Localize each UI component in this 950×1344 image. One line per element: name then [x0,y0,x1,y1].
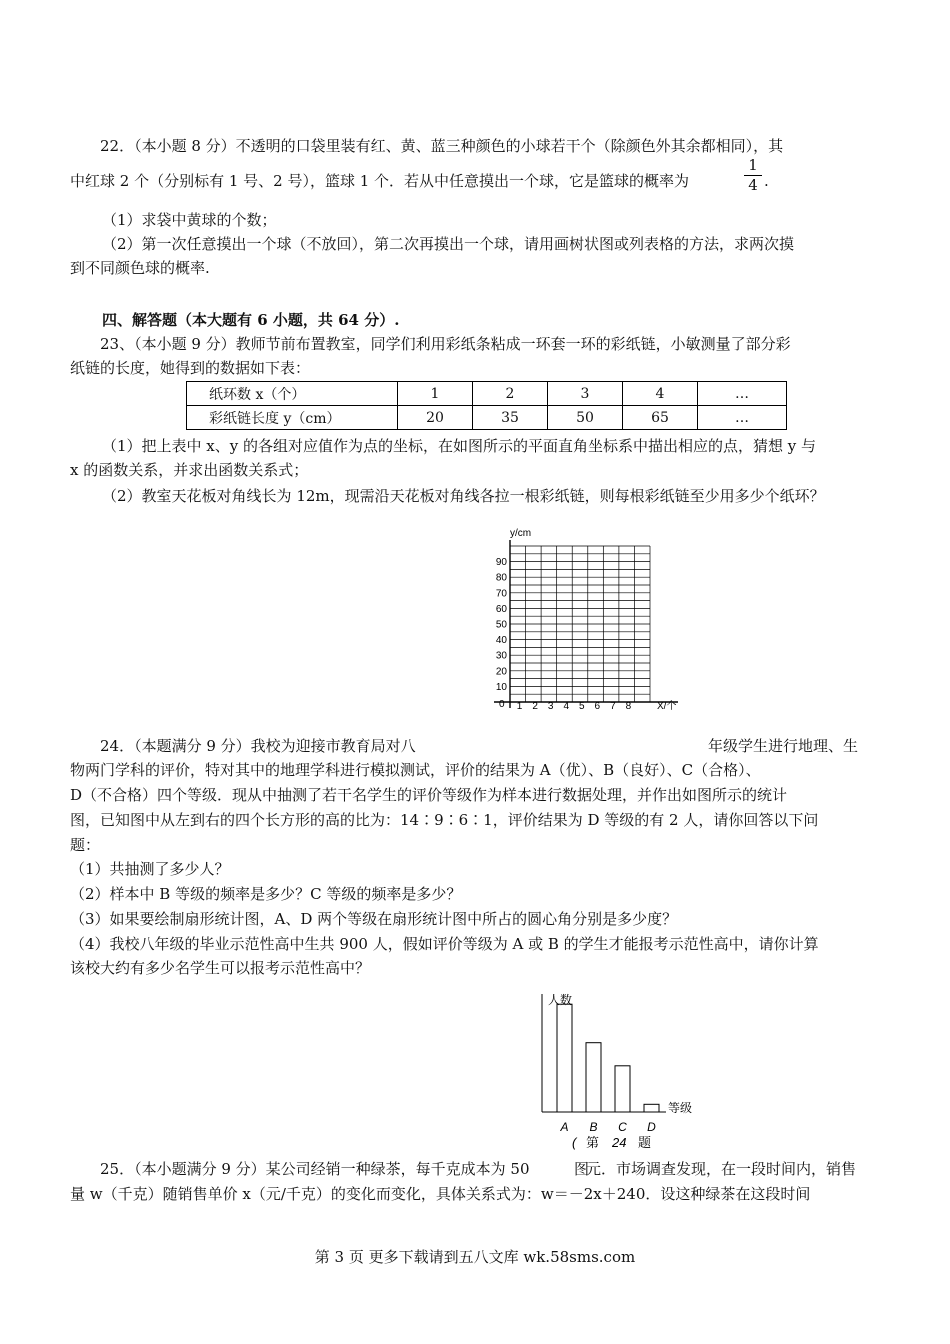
grid-x-tick-label: 7 [610,701,616,712]
caption-ti: 题 [638,1135,652,1150]
bar-A [557,1004,572,1112]
grid-x-tick-label: 8 [625,701,632,712]
grid-y-tick-label: 80 [495,572,507,584]
grid-y-tick-label: 50 [495,619,507,631]
q22-line1: 22．（本小题 8 分）不透明的口袋里装有红、黄、蓝三种颜色的小球若干个（除颜色外其余都相同），其 [100,137,784,155]
table-cell: 4 [623,382,698,406]
bar-B [586,1043,601,1112]
grid-x-tick-label: 6 [594,701,601,712]
bar-category-label: A [560,1120,569,1134]
q24-line1a: 24．（本题满分 9 分）我校为迎接市教育局对八 [100,737,416,755]
grid-origin-label: 0 [499,699,505,710]
grid-x-tick-label: 4 [563,701,570,712]
q25-line2: 量 w（千克）随销售单价 x（元/千克）的变化而变化，具体关系式为：w＝－2x＋240．设这种绿茶在这段时间 [70,1185,811,1203]
caption-number: 24 [612,1135,627,1150]
table-cell: 3 [548,382,623,406]
bar-chart [520,984,720,1156]
q25-overlap-char: 图 [574,1160,590,1178]
fraction-numerator: 1 [748,156,758,174]
q22-line2: 中红球 2 个（分别标有 1 号、2 号），篮球 1 个．若从中任意摸出一个球，它是篮球的概率为 [70,172,690,190]
q22-line2-end: . [764,172,769,190]
table-cell: 20 [398,406,473,430]
grid-y-tick-label: 40 [495,635,507,647]
q24-line3: D（不合格）四个等级．现从中抽测了若干名学生的评价等级作为样本进行数据处理，并作出如图所示的统计 [70,786,788,804]
caption-di: 第 [586,1135,600,1150]
grid-y-tick-label: 10 [495,681,507,693]
bar-category-label: B [589,1120,598,1134]
grid-y-tick-label: 70 [495,588,507,600]
table-cell: … [698,406,787,430]
grid-x-tick-label: 5 [578,701,585,712]
row-label-rings: 纸环数 x（个） [187,382,398,406]
grid-x-axis-label: X/个 [657,701,677,712]
bar-chart-xlabel: 等级 [668,1101,693,1115]
grid-y-tick-label: 20 [495,666,507,678]
section-heading: 四、解答题（本大题有 6 小题，共 64 分）. [102,311,400,329]
q24-line4: 图，已知图中从左到右的四个长方形的高的比为：14∶9∶6∶1，评价结果为 D 等级的有 2 人，请你回答以下问 [70,811,819,829]
q24-part1: （1）共抽测了多少人？ [70,860,230,878]
q22-part1: （1）求袋中黄球的个数； [102,211,277,229]
q23-line2: 纸链的长度，她得到的数据如下表： [70,359,311,377]
q24-part3: （3）如果要绘制扇形统计图，A、D 两个等级在扇形统计图中所占的圆心角分别是多少度？ [70,910,678,928]
q25-line1b: 元．市场调查发现，在一段时间内，销售 [586,1160,857,1178]
q24-line2: 物两门学科的评价，特对其中的地理学科进行模拟测试，评价的结果为 A（优）、B（良好）、C（合格）、 [70,761,761,779]
q23-part1-line1: （1）把上表中 x、y 的各组对应值作为点的坐标，在如图所示的平面直角坐标系中描出相应的点，猜想 y 与 [102,437,817,455]
table-cell: 50 [548,406,623,430]
grid-y-tick-label: 90 [495,557,507,569]
table-row [187,406,787,430]
grid-x-tick-label: 2 [532,701,538,712]
bar-chart-ylabel: 人数 [548,993,573,1007]
caption-paren: ( [572,1135,577,1150]
table-cell: 65 [623,406,698,430]
probability-fraction [744,157,762,194]
grid-y-axis-label: y/cm [510,528,532,539]
q23-part2: （2）教室天花板对角线长为 12m，现需沿天花板对角线各拉一根彩纸链，则每根彩纸链至少用多少个纸环？ [102,487,825,505]
q22-part2-line1: （2）第一次任意摸出一个球（不放回），第二次再摸出一个球，请用画树状图或列表格的方法，求两次摸 [102,235,795,253]
q24-part4-line1: （4）我校八年级的毕业示范性高中生共 900 人，假如评价等级为 A 或 B 的学生才能报考示范性高中，请你计算 [70,935,819,953]
q24-line1b: 年级学生进行地理、生 [708,737,859,755]
q24-part2: （2）样本中 B 等级的频率是多少？C 等级的频率是多少？ [70,885,462,903]
grid-x-tick-label: 1 [516,701,523,712]
table-cell: 35 [473,406,548,430]
table-row [187,382,787,406]
q24-part4-line2: 该校大约有多少名学生可以报考示范性高中？ [70,959,371,977]
table-cell: 2 [473,382,548,406]
bar-C [615,1066,630,1112]
q22-part2-line2: 到不同颜色球的概率. [70,259,210,277]
row-label-length: 彩纸链长度 y（cm） [187,406,398,430]
data-table [186,381,787,430]
grid-y-tick-label: 30 [495,650,507,662]
grid-y-tick-label: 60 [495,603,507,615]
bar-category-label: D [647,1120,656,1134]
q23-part1-line2: x 的函数关系，并求出函数关系式； [70,461,309,479]
grid-x-tick-label: 3 [547,701,554,712]
bar-D [644,1104,659,1112]
bar-category-label: C [618,1120,627,1134]
q25-line1a: 25．（本小题满分 9 分）某公司经销一种绿茶，每千克成本为 50 [100,1160,530,1178]
table-cell: 1 [398,382,473,406]
table-cell: … [698,382,787,406]
fraction-denominator: 4 [748,176,758,194]
q23-line1: 23、（本小题 9 分）教师节前布置教室，同学们利用彩纸条粘成一环套一环的彩纸链，小敏测量了部分彩 [100,335,791,353]
q24-line5: 题： [70,836,101,854]
page-footer: 第 3 页 更多下载请到五八文库 wk.58sms.com [314,1248,636,1266]
coordinate-grid [480,522,700,718]
